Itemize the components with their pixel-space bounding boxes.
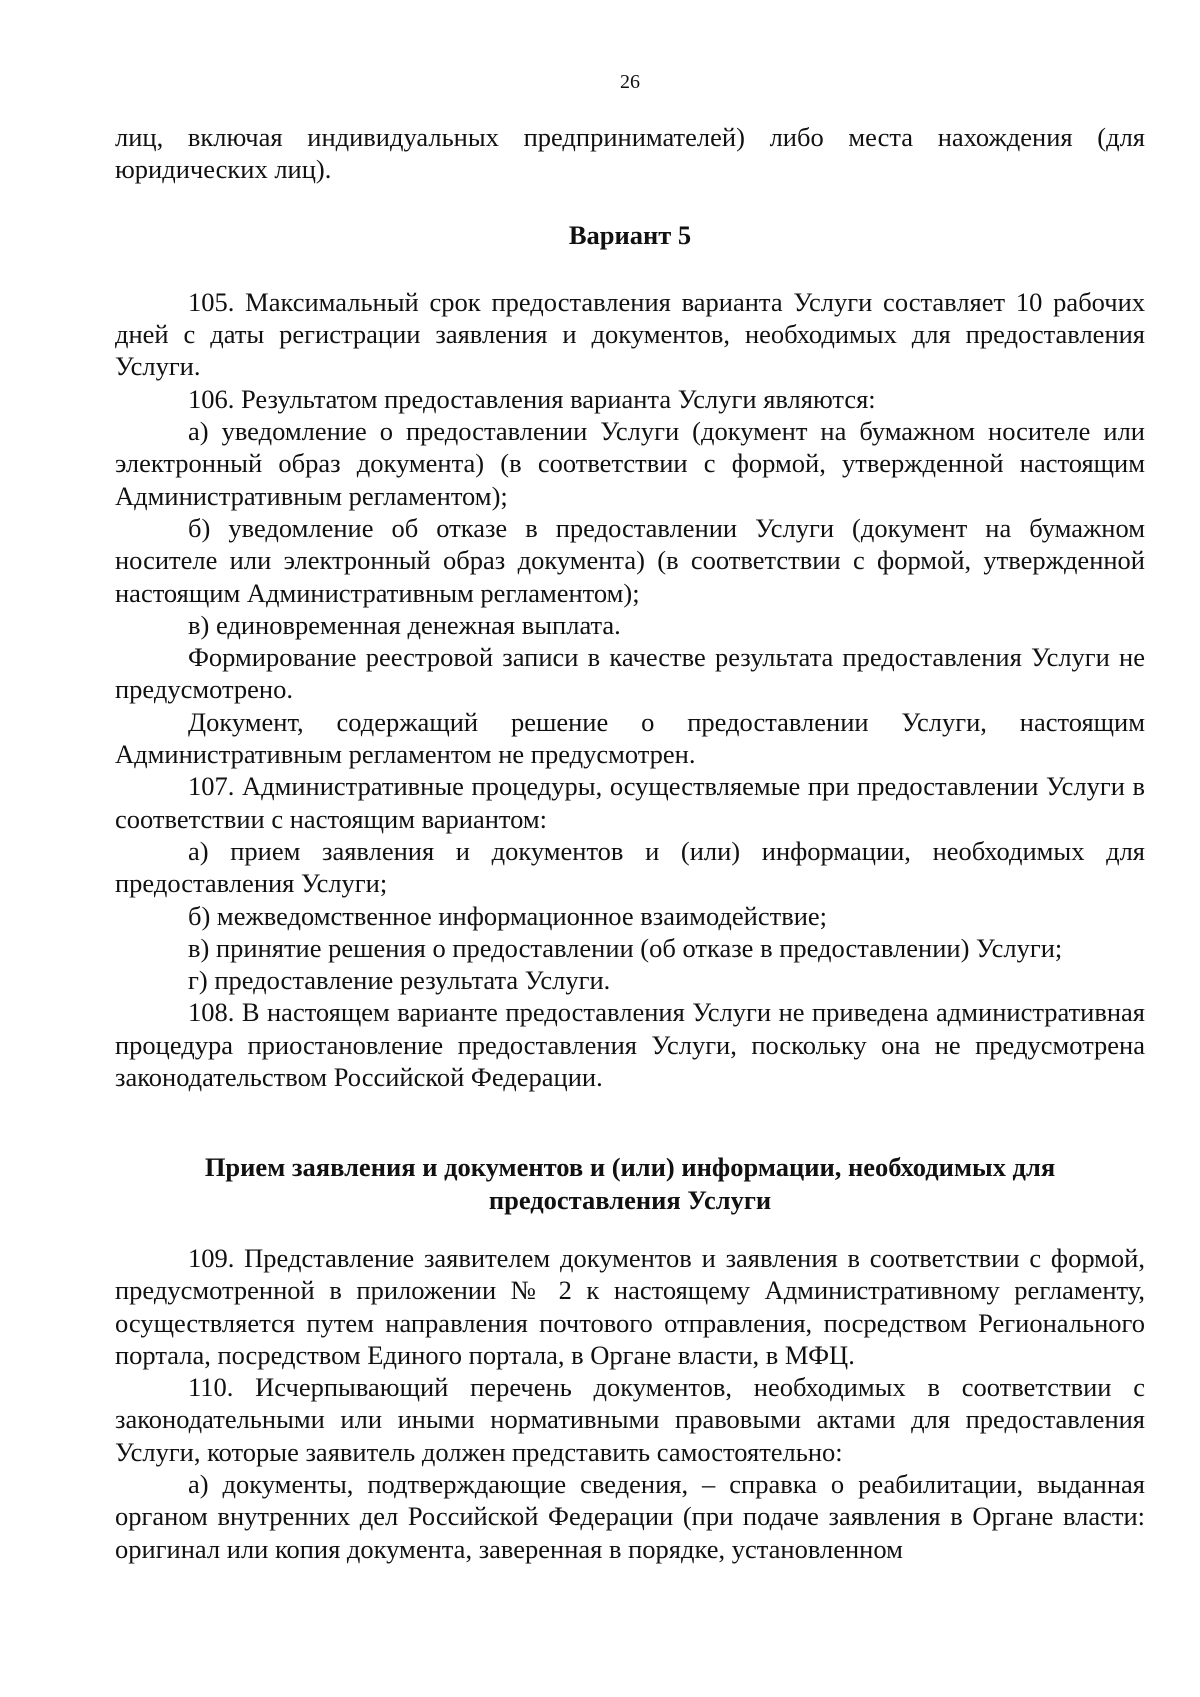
paragraph-107: 107. Административные процедуры, осуществляемые при предоставлении Услуги в соответствии с настоящим вариантом: [115, 771, 1145, 834]
paragraph-106-b: б) уведомление об отказе в предоставлении Услуги (документ на бумажном носителе или электронный образ документа) (в соответствии с формой, утвержденной настоящим Административным регламентом); [115, 512, 1145, 608]
variant-paragraphs [115, 286, 1145, 1093]
page-content [115, 121, 1145, 1565]
paragraph-106-a: а) уведомление о предоставлении Услуги (документ на бумажном носителе или электронный образ документа) (в соответствии с формой, утвержденной настоящим Административным регламентом); [115, 416, 1145, 511]
paragraph-105: 105. Максимальный срок предоставления варианта Услуги составляет 10 рабочих дней с даты регистрации заявления и документов, необходимых для предоставления Услуги. [115, 286, 1145, 382]
paragraph-107-a: а) прием заявления и документов и (или) информации, необходимых для предоставления Услуги; [115, 835, 1145, 899]
paragraph-110: 110. Исчерпывающий перечень документов, необходимых в соответствии с законодательными или иными нормативными правовыми актами для предоставления Услуги, которые заявитель должен представить самостоятельно: [115, 1372, 1145, 1467]
section-paragraphs [115, 1242, 1145, 1565]
section-heading: Прием заявления и документов и (или) информации, необходимых для предоставления Услуги [204, 1152, 1056, 1215]
paragraph-decision-document: Документ, содержащий решение о предоставлении Услуги, настоящим Административным регламентом не предусмотрен. [115, 706, 1145, 770]
paragraph-106-c: в) единовременная денежная выплата. [188, 609, 621, 640]
paragraph-107-b: б) межведомственное информационное взаимодействие; [188, 900, 828, 931]
paragraph-109: 109. Представление заявителем документов и заявления в соответствии с формой, предусмотренной в приложении № 2 к настоящему Административному регламенту, осуществляется путем направления почтового отправления, посредством Регионального портала, посредством Единого портала, в Органе власти, в МФЦ. [115, 1242, 1145, 1370]
variant-heading: Вариант 5 [568, 219, 692, 250]
intro-paragraph: лиц, включая индивидуальных предпринимателей) либо места нахождения (для юридических лиц). [115, 122, 1145, 185]
paragraph-107-c: в) принятие решения о предоставлении (об отказе в предоставлении) Услуги; [188, 932, 1063, 963]
paragraph-107-d: г) предоставление результата Услуги. [188, 965, 611, 996]
paragraph-registry-record: Формирование реестровой записи в качестве результата предоставления Услуги не предусмотрено. [115, 642, 1145, 705]
paragraph-108: 108. В настоящем варианте предоставления Услуги не приведена административная процедура приостановление предоставления Услуги, поскольку она не предусмотрена законодательством Российской Федерации. [115, 997, 1145, 1093]
page-number: 26 [620, 71, 640, 93]
paragraph-110-a: а) документы, подтверждающие сведения, – справка о реабилитации, выданная органом внутренних дел Российской Федерации (при подаче заявления в Органе власти: оригинал или копия документа, заверенная в порядке, установленном [115, 1468, 1145, 1564]
paragraph-106: 106. Результатом предоставления варианта Услуги являются: [188, 383, 876, 414]
